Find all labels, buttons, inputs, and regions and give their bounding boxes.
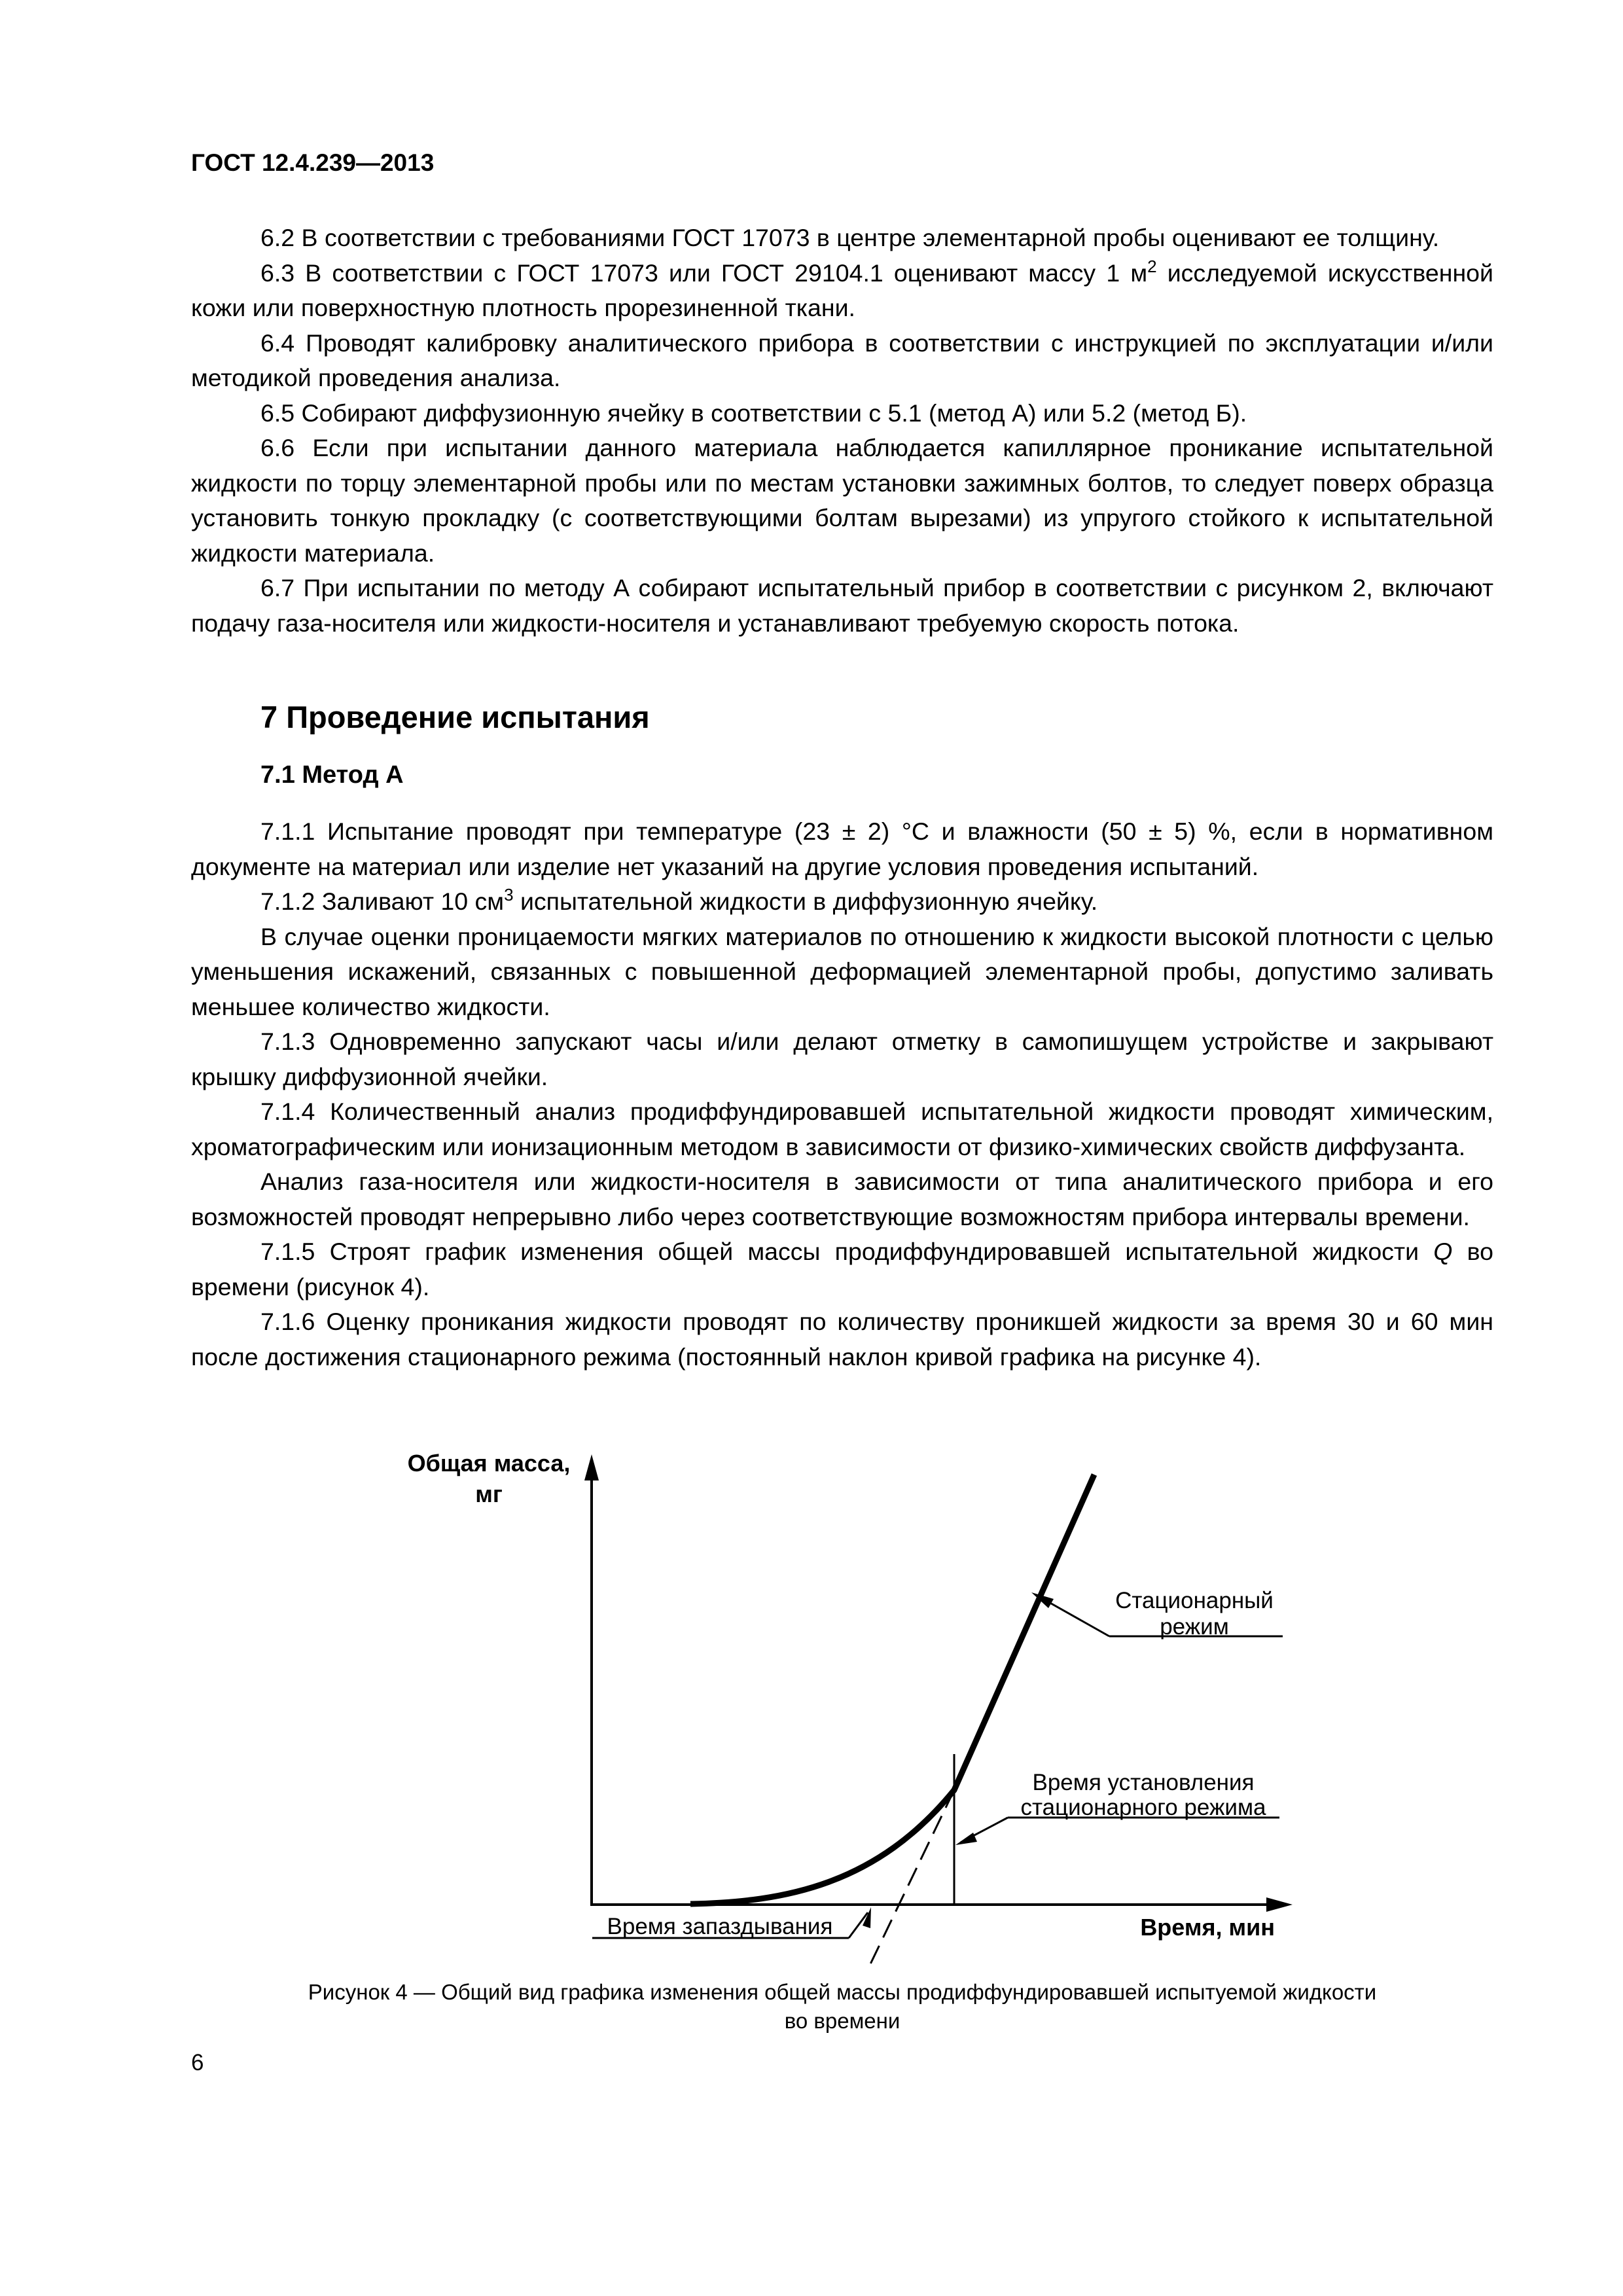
label-steady-line2: режим [1160,1614,1229,1640]
y-axis-arrow [584,1454,599,1480]
paragraph-6-5: 6.5 Собирают диффузионную ячейку в соответствии с 5.1 (метод А) или 5.2 (метод Б). [260,399,1247,427]
superscript-2: 2 [1147,256,1157,276]
paragraph-soft-materials: В случае оценки проницаемости мягких материалов по отношению к жидкости высокой плотности с целью уменьшения искажений, связанных с повышенной деформацией элементарной пробы, допустимо заливать меньшее количество жидкости. [191,922,1493,1020]
section-7-heading: 7 Проведение испытания [260,700,650,734]
figure-caption [191,1978,1493,2036]
paragraph-7-1-1: 7.1.1 Испытание проводят при температуре (23 ± 2) °С и влажности (50 ± 5) %, если в нормативном документе на материал или изделие нет указаний на другие условия проведения испытаний. [191,817,1493,880]
label-lag-time: Время запаздывания [607,1914,833,1939]
document-id: ГОСТ 12.4.239—2013 [191,149,435,176]
paragraph-7-1-2-part1: 7.1.2 Заливают 10 см [260,888,505,915]
paragraph-7-1-5-part1: 7.1.5 Строят график изменения общей массы продиффундировавшей испытательной жидкости [260,1238,1434,1265]
y-axis-label-line1: Общая масса, [407,1450,571,1477]
paragraph-6-3-part2: исследуемой искусственной кожи или поверхностную плотность прорезиненной ткани. [191,259,1493,321]
label-settling-line1: Время установления [1032,1770,1255,1795]
paragraph-6-6: 6.6 Если при испытании данного материала наблюдается капиллярное проникание испытательной жидкости по торцу элементарной пробы или по местам установки зажимных болтов, то следует поверх образца установить тонкую прокладку (с соответствующими болтам вырезами) из упругого стойкого к испытательной жидкости материала. [191,434,1493,567]
paragraph-6-7: 6.7 При испытании по методу А собирают испытательный прибор в соответствии с рисунком 2, включают подачу газа-носителя или жидкости-носителя и устанавливают требуемую скорость потока. [191,574,1493,637]
mass-curve [690,1475,1094,1904]
settling-leader-arrowhead [955,1833,977,1845]
tangent-extension [868,1790,954,1969]
paragraph-7-1-5-part2: во времени (рисунок 4). [191,1238,1494,1300]
paragraph-gas-analysis: Анализ газа-носителя или жидкости-носителя в зависимости от типа аналитического прибора и его возможностей проводят непрерывно либо через соответствующие возможностям прибора интервалы времени. [191,1168,1493,1230]
paragraph-7-1-3: 7.1.3 Одновременно запускают часы и/или делают отметку в самопишущем устройстве и закрывают крышку диффузионной ячейки. [191,1028,1493,1090]
paragraph-6-2: 6.2 В соответствии с требованиями ГОСТ 17073 в центре элементарной пробы оценивают ее толщину. [260,224,1440,251]
superscript-3: 3 [504,885,514,905]
figure-caption-line2: во времени [784,2009,901,2033]
paragraph-6-3-part1: 6.3 В соответствии с ГОСТ 17073 или ГОСТ 29104.1 оценивают массу 1 м [260,259,1148,287]
y-axis-label-line2: мг [475,1480,503,1507]
figure-caption-line1: Рисунок 4 — Общий вид графика изменения общей массы продиффундировавшей испытуемой жидкости [308,1980,1377,2004]
page-number: 6 [191,2050,204,2075]
label-settling-line2: стационарного режима [1020,1795,1266,1820]
paragraph-7-1-2-part2: испытательной жидкости в диффузионную ячейку. [513,888,1098,915]
x-axis-arrow [1266,1897,1293,1912]
x-axis-label: Время, мин [1140,1914,1275,1941]
symbol-q: Q [1433,1238,1453,1265]
paragraph-6-4: 6.4 Проводят калибровку аналитического прибора в соответствии с инструкцией по эксплуатации и/или методикой проведения анализа. [191,329,1493,391]
label-steady-line1: Стационарный [1115,1588,1274,1613]
paragraph-7-1-4: 7.1.4 Количественный анализ продиффундировавшей испытательной жидкости проводят химическим, хроматографическим или ионизационным методом в зависимости от физико-химических свойств диффузанта. [191,1098,1493,1160]
subsection-7-1-heading: 7.1 Метод А [260,761,404,789]
paragraph-7-1-6: 7.1.6 Оценку проникания жидкости проводят по количеству проникшей жидкости за время 30 и 60 мин после достижения стационарного режима (постоянный наклон кривой графика на рисунке 4). [191,1308,1493,1371]
